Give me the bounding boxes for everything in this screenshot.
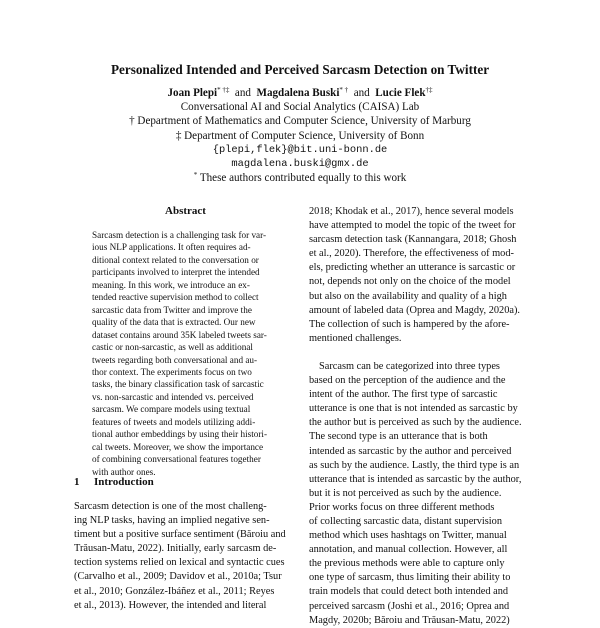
text-line: ditional context related to the conversation or — [92, 254, 259, 265]
text-line: with author ones. — [92, 466, 156, 477]
paragraph-gap — [309, 346, 532, 360]
text-line: tasks, the binary classification task of sarcastic — [92, 379, 264, 390]
text-line: based on the perception of the audience and the — [309, 375, 506, 387]
text-line: features of tweets and models utilizing addi- — [92, 416, 256, 427]
author-name: Lucie Flek — [375, 87, 426, 99]
text-line: thor context. The experiments focus on two — [92, 366, 252, 377]
text-line: utterance that is intended as sarcastic by the author, — [309, 473, 522, 485]
text-line: cal tweets. Moreover, we show the importance — [92, 441, 264, 452]
text-line: not, depends not only on the choice of the model — [309, 276, 511, 288]
text-line: (Carvalho et al., 2009; Davidov et al., 2010a; Tsur — [74, 571, 282, 583]
section-heading — [74, 476, 154, 488]
author-conjunction: and — [234, 87, 251, 99]
text-line: castic or non-sarcastic, as well as additional — [92, 342, 253, 353]
text-line: sarcastic data from Twitter and improve the — [92, 304, 252, 315]
text-line: els, predicting whether an utterance is sarcastic or — [309, 262, 516, 274]
text-line: The collection of such is hampered by the afore- — [309, 318, 510, 330]
text-line: one type of sarcasm, thus limiting their ability to — [309, 572, 511, 584]
text-line: amount of labeled data (Oprea and Magdy, 2020a). — [309, 304, 521, 316]
text-line: have attempted to model the topic of the tweet for — [309, 220, 516, 232]
text-line: ious NLP applications. It often requires ad- — [92, 242, 251, 253]
section-title: Introduction — [94, 476, 154, 488]
author-name: Joan Plepi — [167, 87, 218, 99]
text-line: sarcasm detection task (Kannangara, 2018; Ghosh — [309, 234, 517, 246]
author-line — [0, 86, 600, 100]
text-line: mentioned challenges. — [309, 332, 402, 344]
text-line: et al., 2010; González-Ibáñez et al., 2011; Reyes — [74, 585, 275, 597]
text-line: tection systems relied on lexical and syntactic cues — [74, 557, 285, 569]
author-block — [0, 86, 600, 185]
text-line: as such by the audience. Lastly, the third type is an — [309, 459, 520, 471]
text-line: the author but is perceived as such by the audience. — [309, 417, 522, 429]
text-line: of collecting sarcastic data, distant supervision — [309, 515, 503, 527]
text-line: timent but a positive surface sentiment (Băroiu and — [74, 529, 286, 541]
text-line: participants involved to interpret the intended — [92, 267, 260, 278]
text-line: et al., 2013). However, the intended and literal — [74, 599, 267, 611]
text-line: ing NLP tasks, having an implied negative sen- — [74, 515, 270, 527]
left-column — [74, 205, 297, 478]
footnote-mark: * — [193, 171, 198, 180]
text-line: quality of the data that is extracted. Our new — [92, 317, 256, 328]
right-column — [309, 205, 532, 628]
text-line: annotation, and manual collection. However, all — [309, 544, 508, 556]
affiliation: ‡ Department of Computer Science, University of Bonn — [175, 129, 425, 142]
equal-contribution-note — [0, 171, 600, 185]
text-line: but it is not perceived as such by the audience. — [309, 487, 502, 499]
paper-title: Personalized Intended and Perceived Sarcasm Detection on Twitter — [110, 62, 490, 77]
text-line: meaning. In this work, we introduce an ex- — [92, 279, 250, 290]
text-line: intent of the author. The first type of sarcastic — [309, 389, 498, 401]
text-line: tended reactive supervision method to collect — [92, 292, 259, 303]
paragraph — [309, 360, 532, 628]
text-line: Sarcasm detection is one of the most challeng- — [74, 501, 267, 512]
affiliation: Conversational AI and Social Analytics (CAISA) Lab — [180, 101, 420, 114]
affiliation: † Department of Mathematics and Computer Science, University of Marburg — [129, 115, 471, 128]
text-line: et al., 2020). Therefore, the effectiveness of mod- — [309, 248, 514, 260]
text-line: Trăusan-Matu, 2022). Initially, early sarcasm de- — [74, 543, 277, 555]
text-line: sarcasm. We compare models using textual — [92, 404, 251, 415]
abstract-body — [74, 229, 297, 478]
text-line: Prior works focus on three different methods — [309, 501, 495, 513]
paragraph — [309, 205, 532, 346]
text-line: utterance is one that is not intended as sarcastic by — [309, 403, 518, 415]
text-line: method which uses hashtags on Twitter, manual — [309, 530, 507, 542]
text-line: train models that could detect both intended and — [309, 586, 509, 598]
text-line: dataset contains around 35K labeled tweets sar- — [92, 329, 267, 340]
author-mark: †‡ — [425, 86, 433, 94]
text-line: Magdy, 2020b; Băroiu and Trăusan-Matu, 2022) — [309, 614, 510, 626]
author-mark: * †‡ — [217, 86, 230, 94]
text-line: tional author embeddings by using their histori- — [92, 429, 268, 440]
text-line: perceived sarcasm (Joshi et al., 2016; Oprea and — [309, 600, 510, 612]
author-mark: * † — [339, 86, 349, 94]
email-address: {plepi,flek}@bit.uni-bonn.de — [212, 143, 388, 156]
introduction-body — [74, 500, 297, 613]
equal-contribution-text: These authors contributed equally to this work — [199, 172, 407, 185]
text-line: but also on the availability and quality of a high — [309, 290, 507, 302]
text-line: vs. non-sarcastic and intended vs. perceived — [92, 391, 254, 402]
text-line: the previous methods were able to capture only — [309, 558, 505, 570]
author-name: Magdalena Buski — [256, 87, 340, 99]
text-line: of combining conversational features together — [92, 454, 261, 465]
text-line: The second type is an utterance that is both — [309, 431, 488, 443]
author-conjunction: and — [353, 87, 370, 99]
text-line: 2018; Khodak et al., 2017), hence several models — [309, 206, 514, 217]
section-number: 1 — [74, 476, 80, 488]
text-line: Sarcasm can be categorized into three types — [319, 360, 500, 372]
email-address: magdalena.buski@gmx.de — [231, 158, 369, 171]
text-line: intended as sarcastic by the author and perceived — [309, 445, 512, 457]
abstract-heading: Abstract — [165, 205, 206, 217]
text-line: Sarcasm detection is a challenging task for var- — [92, 230, 267, 240]
text-line: tweets regarding both conversational and au- — [92, 354, 258, 365]
